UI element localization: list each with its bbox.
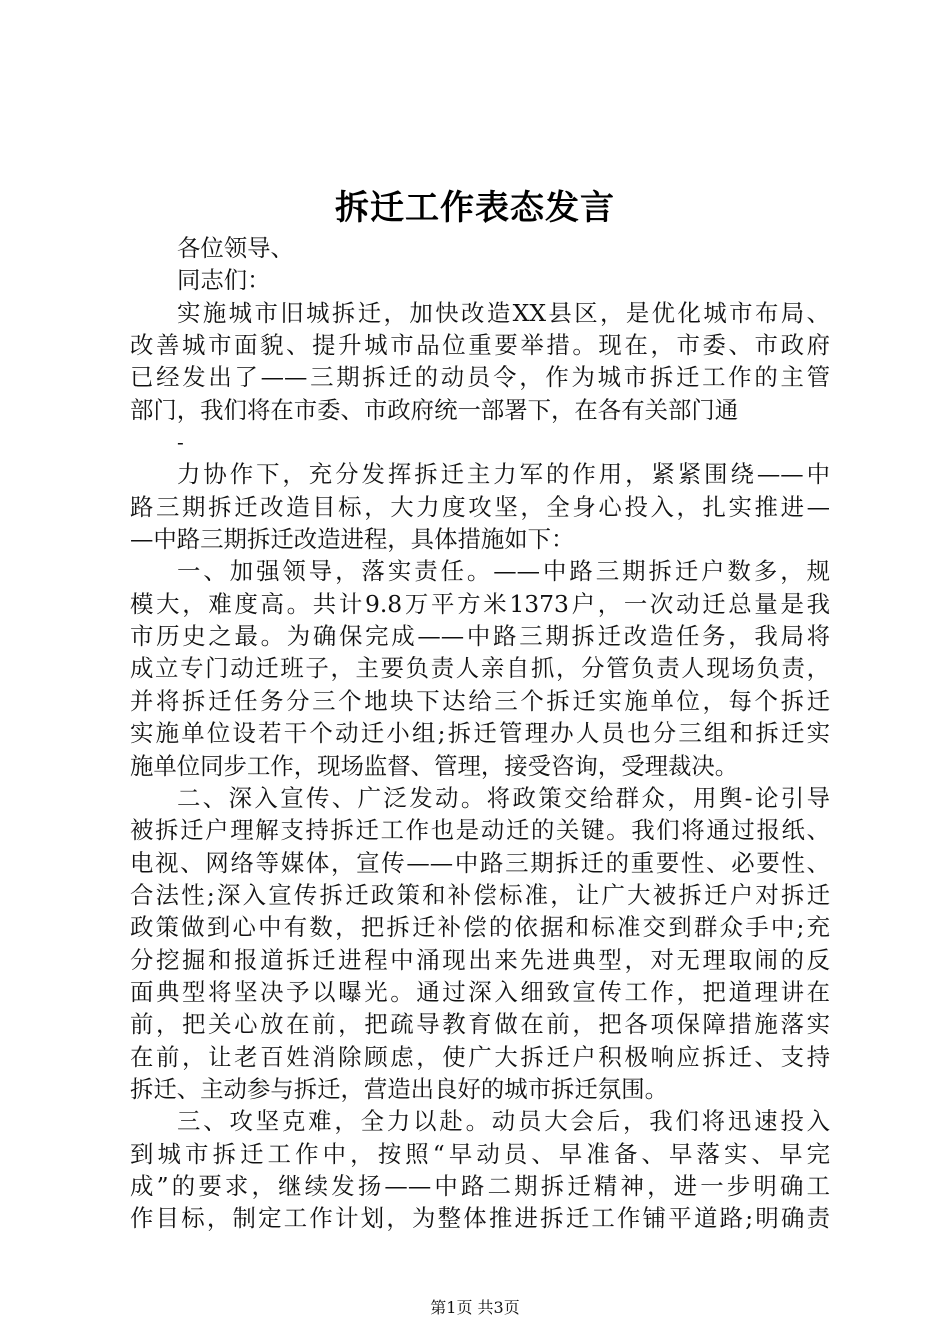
page-footer: 第1页 共3页 — [430, 1298, 520, 1317]
text-line: 政策做到心中有数，把拆迁补偿的依据和标准交到群众手中;充 — [130, 913, 830, 942]
document-title: 拆迁工作表态发言 — [335, 188, 615, 228]
text-line: —中路三期拆迁改造进程，具体措施如下： — [130, 525, 575, 554]
text-line: 改善城市面貌、提升城市品位重要举措。现在，市委、市政府 — [130, 331, 830, 360]
text-line: 施单位同步工作，现场监督、管理，接受咨询，受理裁决。 — [130, 751, 739, 780]
text-line: 部门，我们将在市委、市政府统一部署下，在各有关部门通 — [130, 395, 739, 424]
text-line: 模大，难度高。共计9.8万平方米1373户，一次动迁总量是我 — [130, 589, 830, 618]
text-line: 到城市拆迁工作中，按照“早动员、早准备、早落实、早完 — [130, 1139, 830, 1168]
text-line: 面典型将坚决予以曝光。通过深入细致宣传工作，把道理讲在 — [130, 977, 830, 1006]
text-line: - — [177, 430, 184, 455]
text-line: 作目标，制定工作计划，为整体推进拆迁工作铺平道路;明确责 — [130, 1204, 830, 1233]
text-line: 在前，让老百姓消除顾虑，使广大拆迁户积极响应拆迁、支持 — [130, 1042, 830, 1071]
text-line: 路三期拆迁改造目标，大力度攻坚，全身心投入，扎实推进— — [130, 492, 830, 521]
text-line: 三、攻坚克难，全力以赴。动员大会后，我们将迅速投入 — [177, 1107, 830, 1136]
text-line: 拆迁、主动参与拆迁，营造出良好的城市拆迁氛围。 — [130, 1074, 668, 1103]
text-line: 同志们： — [177, 266, 271, 295]
text-line: 被拆迁户理解支持拆迁工作也是动迁的关键。我们将通过报纸、 — [130, 816, 830, 845]
text-line: 市历史之最。为确保完成——中路三期拆迁改造任务，我局将 — [130, 622, 830, 651]
text-line: 实施城市旧城拆迁，加快改造XX县区，是优化城市布局、 — [177, 298, 830, 327]
text-line: 合法性;深入宣传拆迁政策和补偿标准，让广大被拆迁户对拆迁 — [130, 880, 830, 909]
text-line: 一、加强领导，落实责任。——中路三期拆迁户数多，规 — [177, 557, 830, 586]
document-body — [130, 232, 830, 1235]
text-line: 分挖掘和报道拆迁进程中涌现出来先进典型，对无理取闹的反 — [130, 945, 830, 974]
text-line: 电视、网络等媒体，宣传——中路三期拆迁的重要性、必要性、 — [130, 848, 830, 877]
text-line: 已经发出了——三期拆迁的动员令，作为城市拆迁工作的主管 — [130, 363, 830, 392]
text-line: 前，把关心放在前，把疏导教育做在前，把各项保障措施落实 — [130, 1010, 830, 1039]
text-line: 力协作下，充分发挥拆迁主力军的作用，紧紧围绕——中 — [177, 460, 830, 489]
text-line: 并将拆迁任务分三个地块下达给三个拆迁实施单位，每个拆迁 — [130, 686, 830, 715]
text-line: 实施单位设若干个动迁小组;拆迁管理办人员也分三组和拆迁实 — [130, 719, 830, 748]
text-line: 二、深入宣传、广泛发动。将政策交给群众，用舆-论引导 — [177, 783, 830, 812]
text-line: 成”的要求，继续发扬——中路二期拆迁精神，进一步明确工 — [130, 1171, 830, 1200]
text-line: 各位领导、 — [177, 234, 294, 262]
text-line: 成立专门动迁班子，主要负责人亲自抓，分管负责人现场负责， — [130, 654, 830, 683]
